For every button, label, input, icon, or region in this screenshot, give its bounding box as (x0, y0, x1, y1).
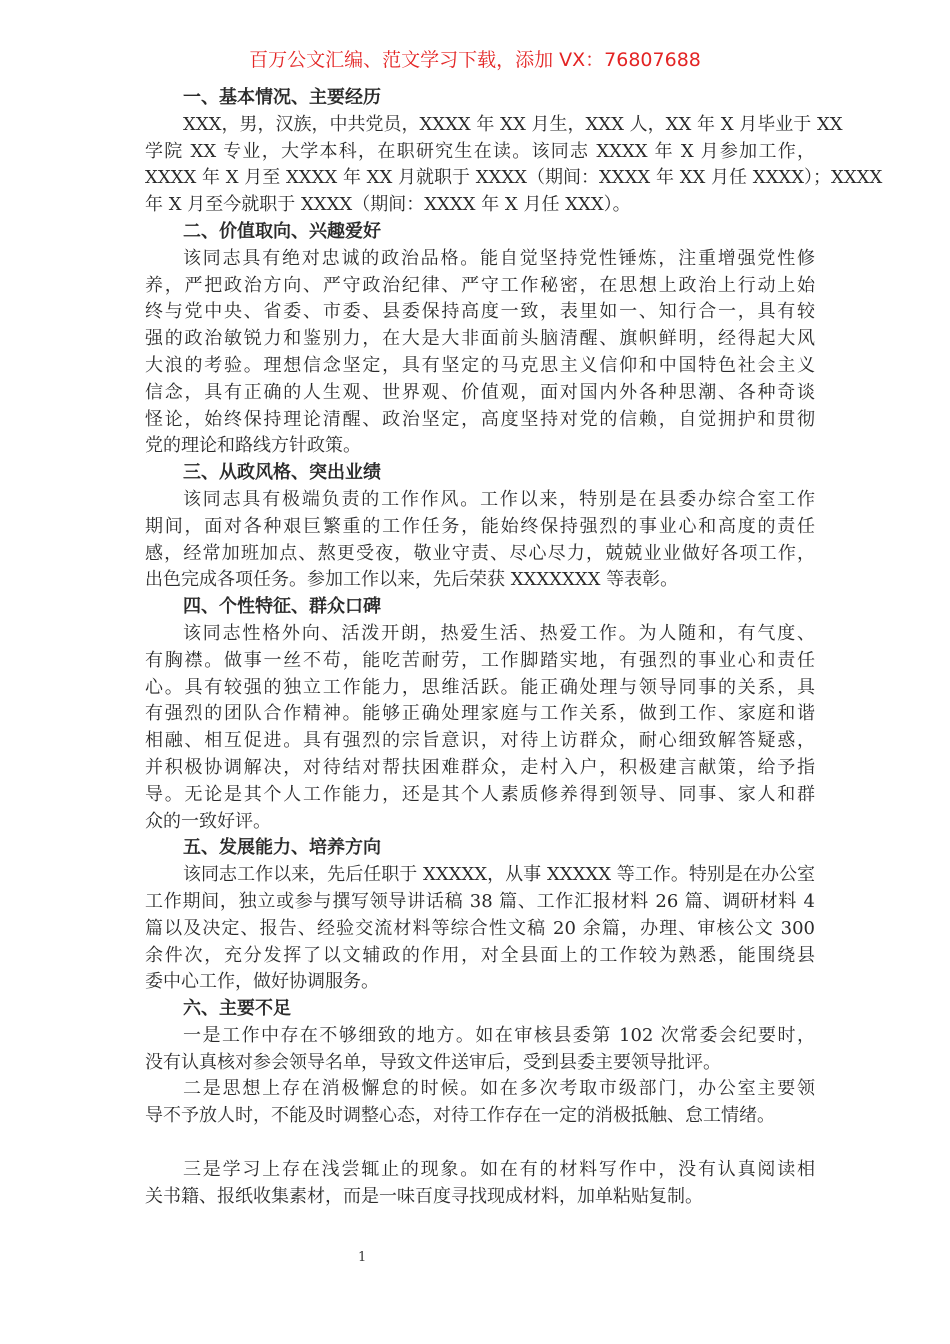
text-line: 篇以及决定、报告、经验交流材料等综合性文稿 20 余篇，办理、审核公文 300 (145, 917, 815, 939)
text-line: XXXX 年 X 月至 XXXX 年 XX 月就职于 XXXX（期间：XXXX 年 XX 月任 XXXX）；XXXX (145, 167, 883, 189)
section (145, 219, 815, 460)
section-heading: 六、主要不足 (183, 998, 291, 1020)
text-line: 感，经常加班加点、熬更受夜，敬业守责、尽心尽力，兢兢业业做好各项工作， (145, 542, 815, 564)
paragraph (145, 1023, 815, 1077)
page-number: 1 (358, 1250, 367, 1265)
text-line: 信念，具有正确的人生观、世界观、价值观，面对国内外各种思潮、各种奇谈 (145, 381, 815, 403)
text-line: 导不予放人时，不能及时调整心态，对待工作存在一定的消极抵触、怠工情绪。 (145, 1105, 775, 1127)
text-line: 一是工作中存在不够细致的地方。如在审核县委第 102 次常委会纪要时， (183, 1024, 815, 1046)
text-line: 工作期间，独立或参与撰写领导讲话稿 38 篇、工作汇报材料 26 篇、调研材料 4 (145, 890, 815, 912)
paragraph (145, 112, 883, 219)
text-line: XXX，男，汉族，中共党员，XXXX 年 XX 月生，XXX 人，XX 年 X 月毕业于 XX (183, 113, 843, 135)
section (145, 835, 815, 996)
text-line: 二是思想上存在消极懈怠的时候。如在多次考取市级部门，办公室主要领 (183, 1078, 815, 1100)
text-line: 余件次，充分发挥了以文辅政的作用，对全县面上的工作较为熟悉，能围绕县 (145, 944, 815, 966)
text-line: 没有认真核对参会领导名单，导致文件送审后，受到县委主要领导批评。 (145, 1051, 721, 1073)
text-line: 终与党中央、省委、市委、县委保持高度一致，表里如一、知行合一，具有较 (145, 301, 815, 323)
text-line: 该同志工作以来，先后任职于 XXXXX，从事 XXXXX 等工作。特别是在办公室 (183, 864, 815, 886)
section (145, 996, 815, 1210)
paragraph (145, 862, 815, 996)
text-line: 众的一致好评。 (145, 810, 271, 832)
text-line: 该同志性格外向、活泼开朗，热爱生活、热爱工作。为人随和，有气度、 (183, 622, 815, 644)
text-line: 有强烈的团队合作精神。能够正确处理家庭与工作关系，做到工作、家庭和谐 (145, 703, 815, 725)
text-line: 该同志具有绝对忠诚的政治品格。能自觉坚持党性锤炼，注重增强党性修 (183, 247, 815, 269)
paragraph (145, 621, 815, 835)
section-heading: 一、基本情况、主要经历 (183, 87, 381, 108)
text-line: 并积极协调解决，对待结对帮扶困难群众，走村入户，积极建言献策，给予指 (145, 756, 815, 778)
text-line: 三是学习上存在浅尝辄止的现象。如在有的材料写作中，没有认真阅读相 (183, 1158, 815, 1180)
text-line: 出色完成各项任务。参加工作以来，先后荣获 XXXXXXX 等表彰。 (145, 569, 679, 591)
paragraph (145, 246, 815, 460)
blank-line (145, 1130, 815, 1157)
text-line: 党的理论和路线方针政策。 (145, 435, 361, 457)
section (145, 594, 815, 835)
text-line: 导。无论是其个人工作能力，还是其个人素质修养得到领导、同事、家人和群 (145, 783, 815, 805)
text-line: 怪论，始终保持理论清醒、政治坚定，高度坚持对党的信赖，自觉拥护和贯彻 (145, 408, 815, 430)
download-banner: 百万公文汇编、范文学习下载，添加 VX：76807688 (249, 49, 701, 71)
section (145, 85, 883, 219)
text-line: 养，严把政治方向、严守政治纪律、严守工作秘密，在思想上政治上行动上始 (145, 274, 815, 296)
text-line: 强的政治敏锐力和鉴别力，在大是大非面前头脑清醒、旗帜鲜明，经得起大风 (145, 328, 815, 350)
text-line: 相融、相互促进。具有强烈的宗旨意识，对待上访群众，耐心细致解答疑惑， (145, 730, 815, 752)
text-line: 有胸襟。做事一丝不苟，能吃苦耐劳，工作脚踏实地，有强烈的事业心和责任 (145, 649, 815, 671)
text-line: 心。具有较强的独立工作能力，思维活跃。能正确处理与领导同事的关系，具 (145, 676, 815, 698)
section-heading: 五、发展能力、培养方向 (183, 837, 381, 859)
text-line: 关书籍、报纸收集素材，而是一味百度寻找现成材料，加单粘贴复制。 (145, 1185, 703, 1207)
text-line: 大浪的考验。理想信念坚定，具有坚定的马克思主义信仰和中国特色社会主义 (145, 354, 815, 376)
section-heading: 三、从政风格、突出业绩 (183, 462, 381, 484)
text-line: 委中心工作，做好协调服务。 (145, 971, 379, 993)
paragraph (145, 1157, 815, 1211)
text-line: 期间，面对各种艰巨繁重的工作任务，能始终保持强烈的事业心和高度的责任 (145, 515, 815, 537)
text-line: 年 X 月至今就职于 XXXX（期间：XXXX 年 X 月任 XXX）。 (145, 194, 631, 216)
section-heading: 四、个性特征、群众口碑 (183, 596, 381, 618)
section (145, 460, 815, 594)
paragraph (145, 1076, 815, 1130)
paragraph (145, 487, 815, 594)
section-heading: 二、价值取向、兴趣爱好 (183, 220, 381, 242)
document-body (145, 85, 883, 1210)
text-line: 该同志具有极端负责的工作作风。工作以来，特别是在县委办综合室工作 (183, 488, 815, 510)
text-line: 学院 XX 专业，大学本科，在职研究生在读。该同志 XXXX 年 X 月参加工作， (145, 140, 815, 162)
